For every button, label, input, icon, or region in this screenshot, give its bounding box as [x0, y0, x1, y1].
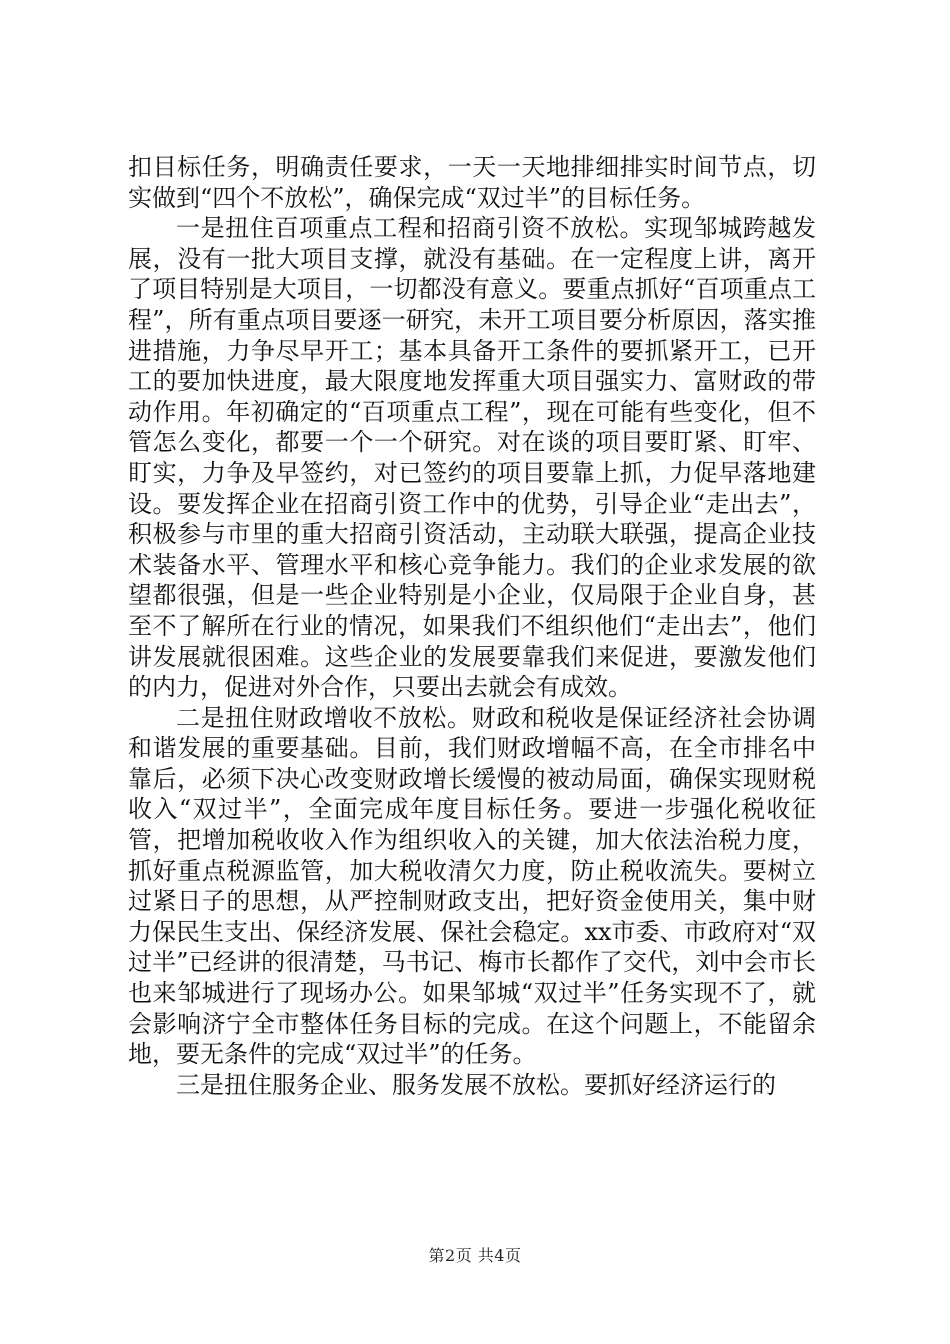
paragraph-finance: 二是扭住财政增收不放松。财政和税收是保证经济社会协调和谐发展的重要基础。目前，我们财政增幅不高，在全市排名中靠后，必须下决心改变财政增长缓慢的被动局面，确保实现财税收入“双过半”，全面完成年度目标任务。要进一步强化税收征管，把增加税收收入作为组织收入的关键，加大依法治税力度，抓好重点税源监管，加大税收清欠力度，防止税收流失。要树立过紧日子的思想，从严控制财政支出，把好资金使用关，集中财力保民生支出、保经济发展、保社会稳定。xx市委、市政府对“双过半”已经讲的很清楚，马书记、梅市长都作了交代，刘中会市长也来邹城进行了现场办公。如果邹城“双过半”任务实现不了，就会影响济宁全市整体任务目标的完成。在这个问题上，不能留余地，要无条件的完成“双过半”的任务。: [128, 703, 816, 1069]
paragraph-continuation: 扣目标任务，明确责任要求，一天一天地排细排实时间节点，切实做到“四个不放松”，确保完成“双过半”的目标任务。: [128, 153, 816, 212]
document-body: [128, 152, 816, 1100]
paragraph-projects: 一是扭住百项重点工程和招商引资不放松。实现邹城跨越发展，没有一批大项目支撑，就没有基础。在一定程度上讲，离开了项目特别是大项目，一切都没有意义。要重点抓好“百项重点工程”，所有重点项目要逐一研究，未开工项目要分析原因，落实推进措施，力争尽早开工；基本具备开工条件的要抓紧开工，已开工的要加快进度，最大限度地发挥重大项目强实力、富财政的带动作用。年初确定的“百项重点工程”，现在可能有些变化，但不管怎么变化，都要一个一个研究。对在谈的项目要盯紧、盯牢、盯实，力争及早签约，对已签约的项目要靠上抓，力促早落地建设。要发挥企业在招商引资工作中的优势，引导企业“走出去”，积极参与市里的重大招商引资活动，主动联大联强，提高企业技术装备水平、管理水平和核心竞争能力。我们的企业求发展的欲望都很强，但是一些企业特别是小企业，仅局限于企业自身，甚至不了解所在行业的情况，如果我们不组织他们“走出去”，他们讲发展就很困难。这些企业的发展要靠我们来促进，要激发他们的内力，促进对外合作，只要出去就会有成效。: [128, 214, 816, 702]
paragraph-services: 三是扭住服务企业、服务发展不放松。要抓好经济运行的: [176, 1070, 776, 1099]
page-number-footer: 第2页 共4页: [428, 1246, 522, 1265]
